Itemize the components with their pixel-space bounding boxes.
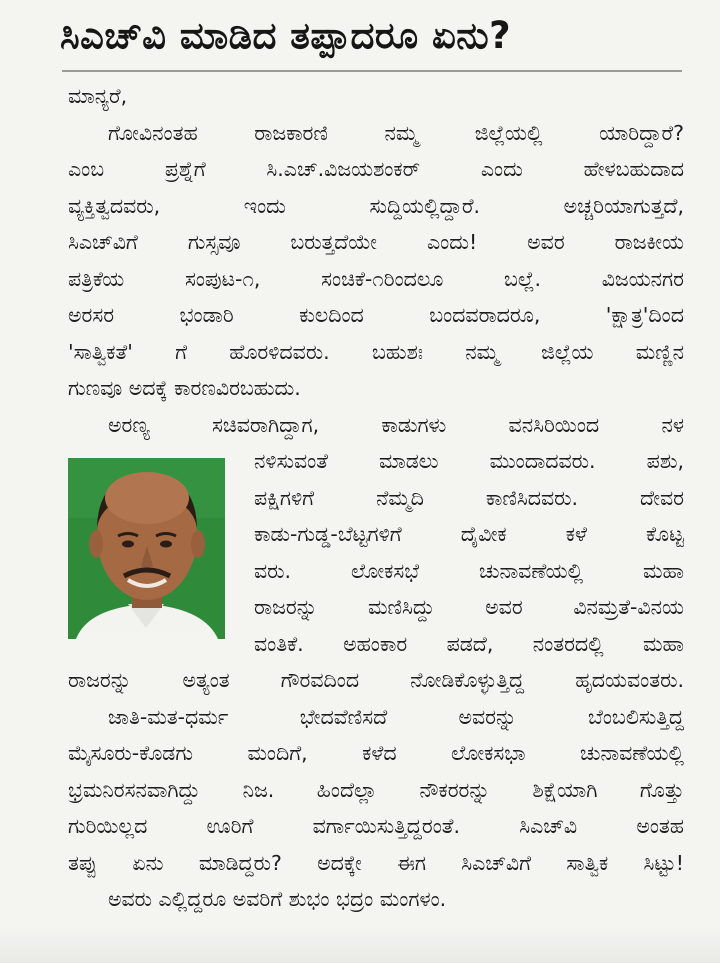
text-line: ಜಾತಿ-ಮತ-ಧರ್ಮ ಭೇದವೆಣಿಸದೆ ಅವರನ್ನು ಬೆಂಬಲಿಸುತ್ತಿದ್ದ xyxy=(108,704,684,729)
text-line: ರಾಜರನ್ನು ಅತ್ಯಂತ ಗೌರವದಿಂದ ನೋಡಿಕೊಳ್ಳುತ್ತಿದ್ದ ಹೃದಯವಂತರು. xyxy=(68,668,684,692)
text-line: ನಳಿಸುವಂತೆ ಮಾಡಲು ಮುಂದಾದವರು. ಪಶು, xyxy=(254,449,684,473)
text-line: ಕಾಡು-ಗುಡ್ಡ-ಬೆಟ್ಟಗಳಿಗೆ ದೈವೀಕ ಕಳೆ ಕೊಟ್ಟ xyxy=(254,522,684,546)
headline: ಸಿಎಚ್‌ವಿ ಮಾಡಿದ ತಪ್ಪಾದರೂ ಏನು? xyxy=(60,14,512,57)
headline-rule xyxy=(62,70,682,72)
text-line: ಮೈಸೂರು-ಕೊಡಗು ಮಂದಿಗೆ, ಕಳೆದ ಲೋಕಸಭಾ ಚುನಾವಣೆಯಲ್ಲಿ xyxy=(68,741,684,765)
text-line: ವಂತಿಕೆ. ಅಹಂಕಾರ ಪಡದೆ, ನಂತರದಲ್ಲಿ ಮಹಾ xyxy=(254,631,684,656)
text-line: ರಾಜರನ್ನು ಮಣಿಸಿದ್ದು ಅವರ ವಿನಮ್ರತೆ-ವಿನಯ xyxy=(254,595,684,619)
text-line: ಎಂಬ ಪ್ರಶ್ನೆಗೆ ಸಿ.ಎಚ್.ವಿಜಯಶಂಕರ್ ಎಂದು ಹೇಳಬಹುದಾದ xyxy=(68,157,684,181)
text-line: ಗುರಿಯಿಲ್ಲದ ಊರಿಗೆ ವರ್ಗಾಯಿಸುತ್ತಿದ್ದರಂತೆ. ಸಿಎಚ್‌ವಿ ಅಂತಹ xyxy=(68,814,684,838)
text-line: 'ಸಾತ್ವಿಕತೆ' ಗೆ ಹೊರಳಿದವರು. ಬಹುಶಃ ನಮ್ಮ ಜಿಲ್ಲೆಯ ಮಣ್ಣಿನ xyxy=(68,339,684,364)
text-line: ಗುಣವೂ ಅದಕ್ಕೆ ಕಾರಣವಿರಬಹುದು. xyxy=(68,376,301,400)
text-line: ಸಿಎಚ್‌ವಿಗೆ ಗುಸ್ಸವೂ ಬರುತ್ತದೆಯೇ ಎಂದು! ಅವರ ರಾಜಕೀಯ xyxy=(68,230,684,254)
text-line: ಪಕ್ಷಿಗಳಿಗೆ ನೆಮ್ಮದಿ ಕಾಣಿಸಿದವರು. ದೇವರ xyxy=(254,485,684,510)
page-bottom-margin xyxy=(0,925,720,963)
closing-line: ಅವರು ಎಲ್ಲಿದ್ದರೂ ಅವರಿಗೆ ಶುಭಂ ಭದ್ರಂ ಮಂಗಳಂ. xyxy=(108,887,447,911)
portrait-photo xyxy=(68,458,225,639)
text-line: ತಪ್ಪು ಏನು ಮಾಡಿದ್ದರು? ಅದಕ್ಕೇ ಈಗ ಸಿಎಚ್‌ವಿಗೆ ಸಾತ್ವಿಕ ಸಿಟ್ಟು! xyxy=(68,850,684,875)
text-line: ವ್ಯಕ್ತಿತ್ವದವರು, ಇಂದು ಸುದ್ದಿಯಲ್ಲಿದ್ದಾರೆ. ಅಚ್ಚರಿಯಾಗುತ್ತದೆ, xyxy=(68,193,684,218)
portrait-illustration xyxy=(68,458,225,639)
text-line: ಪತ್ರಿಕೆಯ ಸಂಪುಟ-೧, ಸಂಚಿಕೆ-೧ರಿಂದಲೂ ಬಲ್ಲೆ. ವಿಜಯನಗರ xyxy=(68,266,684,291)
text-line: ವರು. ಲೋಕಸಭೆ ಚುನಾವಣೆಯಲ್ಲಿ ಮಹಾ xyxy=(254,558,684,583)
text-line: ಅರಸರ ಭಂಡಾರಿ ಕುಲದಿಂದ ಬಂದವರಾದರೂ, 'ಕ್ಷಾತ್ರ'ದಿಂದ xyxy=(68,303,684,327)
text-line: ಗೋವಿನಂತಹ ರಾಜಕಾರಣಿ ನಮ್ಮ ಜಿಲ್ಲೆಯಲ್ಲಿ ಯಾರಿದ್ದಾರೆ? xyxy=(108,120,684,145)
salutation-line: ಮಾನ್ಯರೆ, xyxy=(68,84,128,108)
text-line: ಅರಣ್ಯ ಸಚಿವರಾಗಿದ್ದಾಗ, ಕಾಡುಗಳು ವನಸಿರಿಯಿಂದ ನಳ xyxy=(108,412,684,437)
text-line: ಭ್ರಮನಿರಸನವಾಗಿದ್ದು ನಿಜ. ಹಿಂದೆಲ್ಲಾ ನೌಕರರನ್ನು ಶಿಕ್ಷೆಯಾಗಿ ಗೊತ್ತು xyxy=(68,777,684,802)
